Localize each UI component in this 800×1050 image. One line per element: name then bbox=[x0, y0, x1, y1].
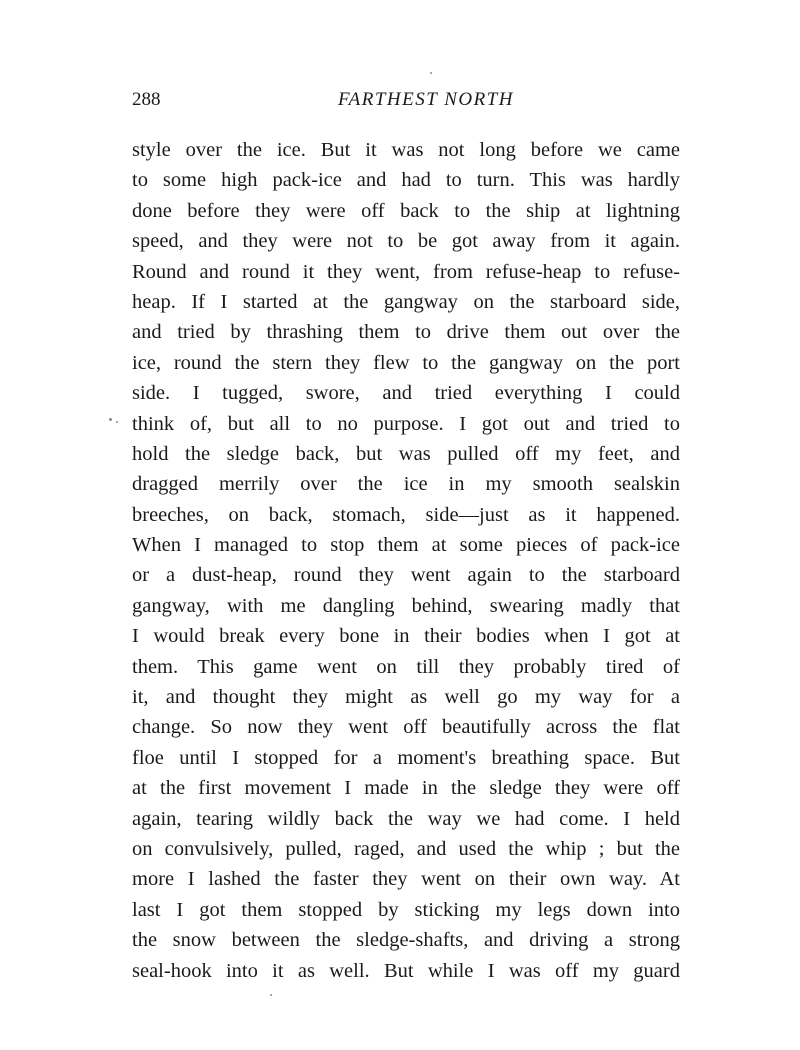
scan-speck bbox=[109, 418, 112, 421]
text-line: last I got them stopped by sticking my legs down into bbox=[132, 898, 680, 921]
scan-speck bbox=[270, 994, 272, 996]
text-line: gangway, with me dangling behind, swearing madly that bbox=[132, 594, 680, 617]
scan-speck bbox=[430, 72, 432, 74]
text-line: think of, but all to no purpose. I got out and tried to bbox=[132, 412, 680, 435]
page-header bbox=[132, 86, 680, 114]
text-line: dragged merrily over the ice in my smooth sealskin bbox=[132, 473, 680, 496]
scan-speck bbox=[116, 421, 118, 423]
text-line: change. So now they went off beautifully across the flat bbox=[132, 716, 680, 739]
body-text bbox=[132, 135, 680, 986]
text-line: side. I tugged, swore, and tried everything I could bbox=[132, 382, 680, 405]
text-line: floe until I stopped for a moment's breathing space. But bbox=[132, 746, 680, 769]
text-line: them. This game went on till they probably tired of bbox=[132, 655, 680, 678]
text-line: at the first movement I made in the sledge they were off bbox=[132, 777, 680, 800]
page-number: 288 bbox=[132, 89, 161, 110]
text-line: ice, round the stern they flew to the gangway on the port bbox=[132, 351, 680, 374]
text-line: breeches, on back, stomach, side—just as it happened. bbox=[132, 503, 680, 526]
text-line: I would break every bone in their bodies when I got at bbox=[132, 625, 680, 648]
text-line: hold the sledge back, but was pulled off my feet, and bbox=[132, 442, 680, 465]
text-line: or a dust-heap, round they went again to the starboard bbox=[132, 564, 680, 587]
text-line: Round and round it they went, from refuse-heap to refuse- bbox=[132, 260, 680, 283]
text-line: to some high pack-ice and had to turn. This was hardly bbox=[132, 169, 680, 192]
text-line: on convulsively, pulled, raged, and used the whip ; but the bbox=[132, 837, 680, 860]
text-line: seal-hook into it as well. But while I was off my guard bbox=[132, 959, 680, 982]
text-line: the snow between the sledge-shafts, and driving a strong bbox=[132, 929, 680, 952]
text-line: again, tearing wildly back the way we had come. I held bbox=[132, 807, 680, 830]
text-line: more I lashed the faster they went on their own way. At bbox=[132, 868, 680, 891]
text-line: style over the ice. But it was not long before we came bbox=[132, 139, 680, 161]
text-line: it, and thought they might as well go my way for a bbox=[132, 686, 680, 709]
text-line: When I managed to stop them at some pieces of pack-ice bbox=[132, 534, 680, 557]
text-line: done before they were off back to the ship at lightning bbox=[132, 199, 680, 222]
text-line: speed, and they were not to be got away from it again. bbox=[132, 230, 680, 253]
running-title: FARTHEST NORTH bbox=[337, 89, 515, 110]
text-line: heap. If I started at the gangway on the starboard side, bbox=[132, 290, 680, 313]
text-line: and tried by thrashing them to drive them out over the bbox=[132, 321, 680, 344]
